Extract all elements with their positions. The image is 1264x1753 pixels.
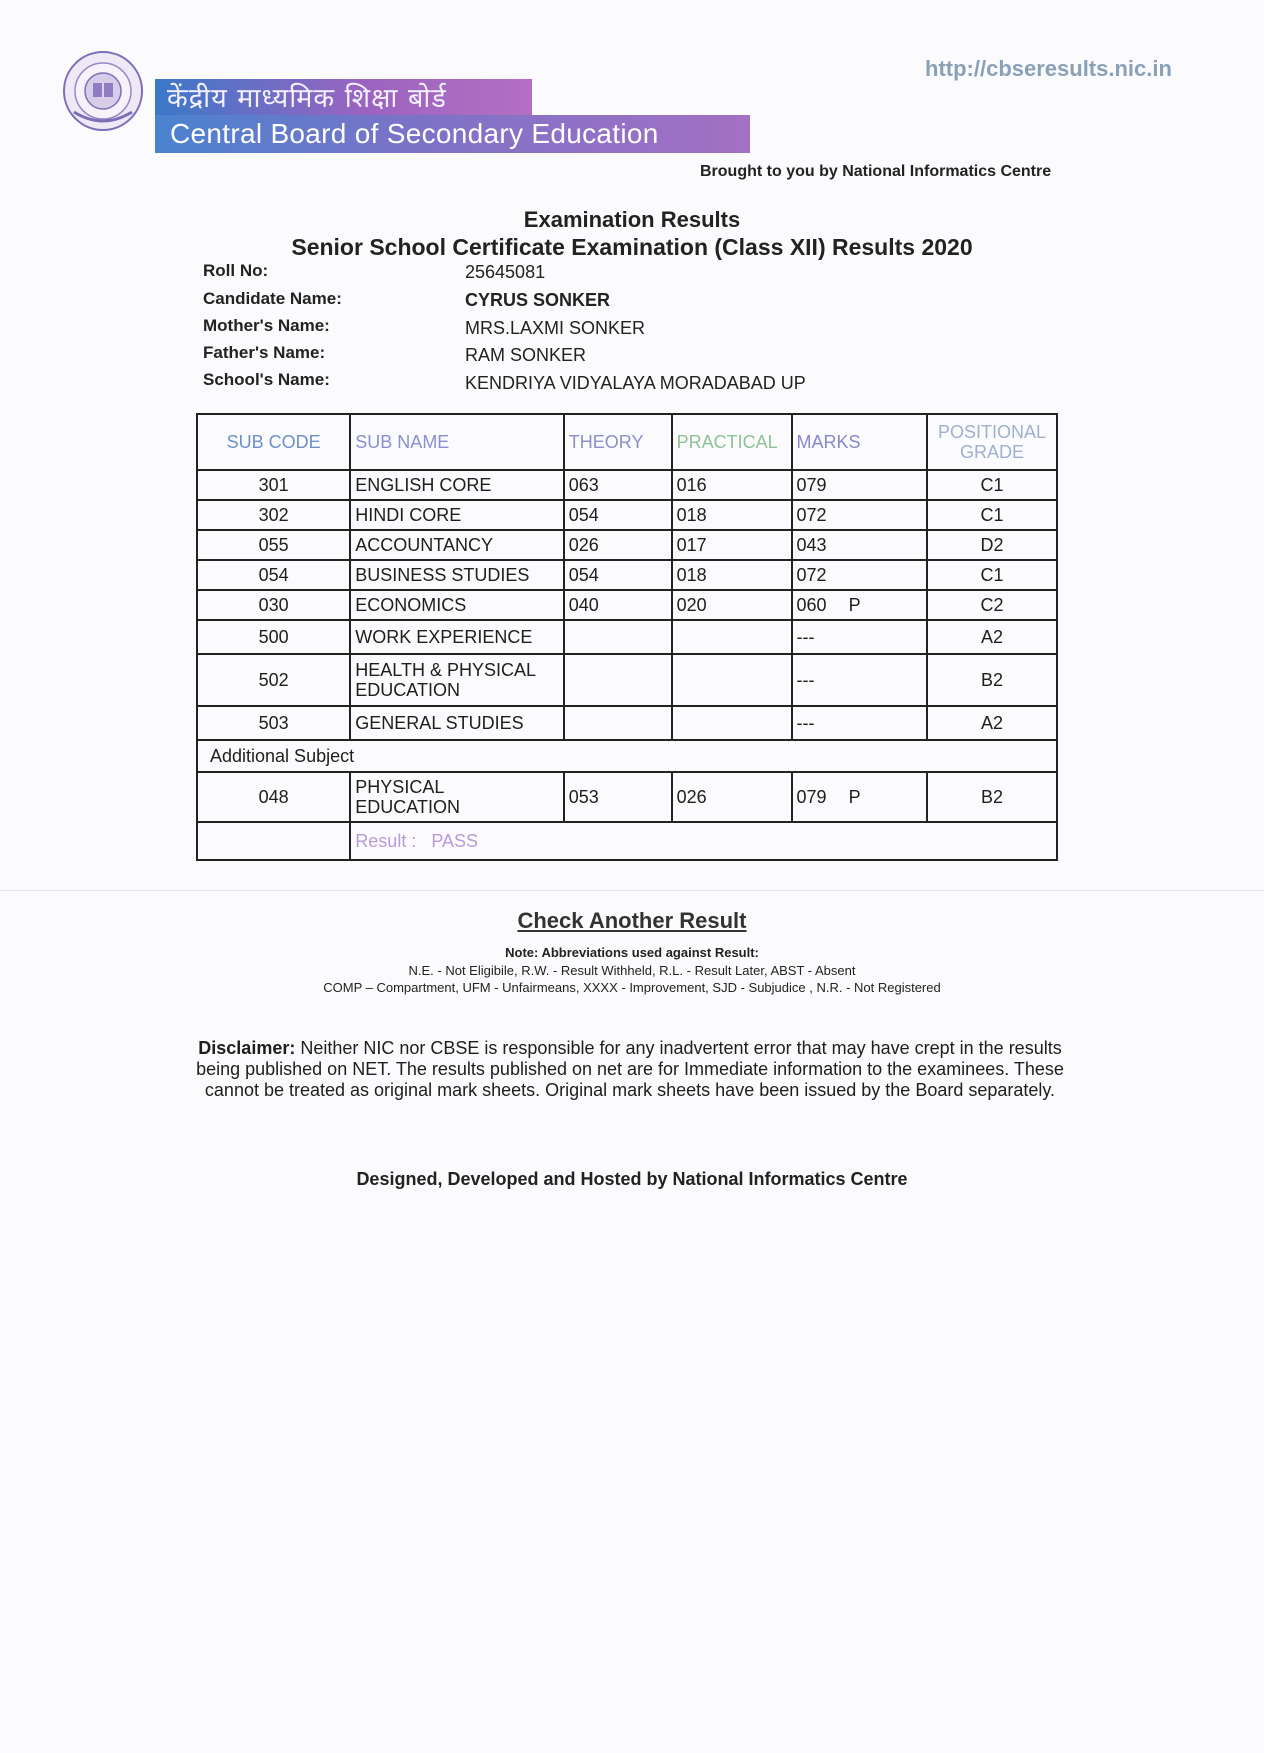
- candidate-name-label: Candidate Name:: [203, 289, 342, 308]
- exam-subtitle: Senior School Certificate Examination (Class XII) Results 2020: [291, 234, 973, 260]
- mother-name-label: Mother's Name:: [203, 316, 330, 335]
- theory-cell: 054: [564, 500, 672, 530]
- theory-cell: 054: [564, 560, 672, 590]
- sub-code-cell: 301: [197, 470, 350, 500]
- sub-name-cell: ECONOMICS: [350, 590, 563, 620]
- sub-name-cell: ENGLISH CORE: [350, 470, 563, 500]
- marks-value: 072: [796, 564, 827, 585]
- grade-cell: C2: [927, 590, 1057, 620]
- theory-cell: [564, 620, 672, 654]
- practical-cell: 020: [672, 590, 792, 620]
- practical-cell: [672, 620, 792, 654]
- sub-code-cell: 302: [197, 500, 350, 530]
- fold-line: [0, 890, 1264, 891]
- disclaimer-text: Neither NIC nor CBSE is responsible for any inadvertent error that may have crept in the results being published on NET. The results published on net are for Immediate information to the examinees. These cannot be treated as original mark sheets. Original mark sheets have been issued by the Board separately.: [196, 1038, 1064, 1100]
- table-row: [197, 560, 1057, 590]
- theory-cell: [564, 654, 672, 706]
- table-row: [197, 706, 1057, 740]
- sub-name-line2: EDUCATION: [355, 797, 460, 817]
- result-value: PASS: [431, 830, 479, 851]
- candidate-name-value: CYRUS SONKER: [465, 290, 611, 310]
- table-row: [197, 590, 1057, 620]
- check-another-result-link[interactable]: Check Another Result: [517, 908, 747, 933]
- table-row: [197, 470, 1057, 500]
- grade-cell: A2: [927, 706, 1057, 740]
- practical-cell: 016: [672, 470, 792, 500]
- header-grade-line1: POSITIONAL: [938, 422, 1047, 442]
- practical-cell: [672, 654, 792, 706]
- grade-cell: C1: [927, 500, 1057, 530]
- header-marks: MARKS: [792, 414, 928, 470]
- sub-name-line2: EDUCATION: [355, 680, 460, 700]
- table-row: [197, 500, 1057, 530]
- marks-cell: [792, 772, 928, 822]
- school-name-value: KENDRIYA VIDYALAYA MORADABAD UP: [465, 373, 806, 393]
- sub-name-cell: [350, 772, 563, 822]
- brought-by-text: Brought to you by National Informatics Centre: [700, 163, 1052, 180]
- marks-cell: [792, 590, 928, 620]
- sub-name-cell: GENERAL STUDIES: [350, 706, 563, 740]
- marks-flag: P: [848, 787, 861, 807]
- grade-cell: B2: [927, 772, 1057, 822]
- marks-value: 079: [796, 787, 827, 807]
- sub-name-cell: HINDI CORE: [350, 500, 563, 530]
- grade-cell: A2: [927, 620, 1057, 654]
- mother-name-value: MRS.LAXMI SONKER: [465, 318, 646, 338]
- sub-code-cell: 500: [197, 620, 350, 654]
- sub-name-cell: ACCOUNTANCY: [350, 530, 563, 560]
- table-row: [197, 654, 1057, 706]
- sub-code-cell: 048: [197, 772, 350, 822]
- theory-cell: 040: [564, 590, 672, 620]
- sub-code-cell: 030: [197, 590, 350, 620]
- grade-cell: D2: [927, 530, 1057, 560]
- sub-name-cell: [350, 654, 563, 706]
- result-label: Result :: [355, 830, 417, 851]
- table-row: [197, 530, 1057, 560]
- cbse-logo: [62, 50, 144, 132]
- result-row: [197, 822, 1057, 860]
- marks-flag: P: [848, 594, 861, 615]
- marks-value: ---: [796, 712, 815, 733]
- disclaimer-label: Disclaimer:: [198, 1038, 296, 1058]
- header-positional-grade: [927, 414, 1057, 470]
- marks-cell: [792, 560, 928, 590]
- additional-subject-label: Additional Subject: [197, 740, 1057, 772]
- disclaimer: [190, 1038, 1070, 1101]
- theory-cell: 026: [564, 530, 672, 560]
- marks-value: ---: [796, 670, 815, 690]
- header-practical: PRACTICAL: [672, 414, 792, 470]
- sub-code-cell: 054: [197, 560, 350, 590]
- table-row: [197, 772, 1057, 822]
- practical-cell: 018: [672, 560, 792, 590]
- results-table: [196, 413, 1058, 861]
- note-abbreviations-line2: COMP – Compartment, UFM - Unfairmeans, XXXX - Improvement, SJD - Subjudice , N.R. - Not Registered: [323, 980, 941, 995]
- note-abbreviations-line1: N.E. - Not Eligibile, R.W. - Result Withheld, R.L. - Result Later, ABST - Absent: [408, 963, 856, 978]
- english-title-banner: Central Board of Secondary Education: [155, 115, 750, 153]
- header-grade-line2: GRADE: [960, 442, 1025, 462]
- sub-code-cell: 502: [197, 654, 350, 706]
- hindi-title-banner: केंद्रीय माध्यमिक शिक्षा बोर्ड: [155, 79, 532, 119]
- marks-cell: [792, 706, 928, 740]
- sub-name-cell: WORK EXPERIENCE: [350, 620, 563, 654]
- theory-cell: [564, 706, 672, 740]
- theory-cell: 063: [564, 470, 672, 500]
- additional-subject-row: [197, 740, 1057, 772]
- grade-cell: C1: [927, 560, 1057, 590]
- grade-cell: C1: [927, 470, 1057, 500]
- roll-no-label: Roll No:: [203, 261, 269, 280]
- header-theory: THEORY: [564, 414, 672, 470]
- father-name-label: Father's Name:: [203, 343, 326, 362]
- header-sub-code: SUB CODE: [197, 414, 350, 470]
- marks-cell: [792, 620, 928, 654]
- marks-value: 079: [796, 474, 827, 495]
- marks-cell: [792, 530, 928, 560]
- sub-name-cell: BUSINESS STUDIES: [350, 560, 563, 590]
- marks-cell: [792, 654, 928, 706]
- sub-name-line1: PHYSICAL: [355, 777, 445, 797]
- practical-cell: 026: [672, 772, 792, 822]
- marks-value: 072: [796, 504, 827, 525]
- grade-cell: B2: [927, 654, 1057, 706]
- table-header-row: [197, 414, 1057, 470]
- designed-by-text: Designed, Developed and Hosted by National Informatics Centre: [356, 1169, 908, 1189]
- table-row: [197, 620, 1057, 654]
- sub-code-cell: 055: [197, 530, 350, 560]
- father-name-value: RAM SONKER: [465, 345, 587, 365]
- marks-cell: [792, 500, 928, 530]
- practical-cell: 017: [672, 530, 792, 560]
- sub-code-cell: 503: [197, 706, 350, 740]
- school-name-label: School's Name:: [203, 370, 330, 389]
- roll-no-value: 25645081: [465, 262, 546, 282]
- exam-title: Examination Results: [523, 207, 741, 232]
- marks-value: ---: [796, 626, 815, 647]
- marks-value: 043: [796, 534, 827, 555]
- result-cell: [350, 822, 1057, 860]
- site-url-link[interactable]: http://cbseresults.nic.in: [925, 56, 1172, 81]
- header-sub-name: SUB NAME: [350, 414, 563, 470]
- theory-cell: 053: [564, 772, 672, 822]
- result-empty-cell: [197, 822, 350, 860]
- marks-value: 060: [796, 594, 827, 615]
- practical-cell: 018: [672, 500, 792, 530]
- note-title: Note: Abbreviations used against Result:: [505, 945, 759, 960]
- sub-name-line1: HEALTH & PHYSICAL: [355, 660, 537, 680]
- marks-cell: [792, 470, 928, 500]
- practical-cell: [672, 706, 792, 740]
